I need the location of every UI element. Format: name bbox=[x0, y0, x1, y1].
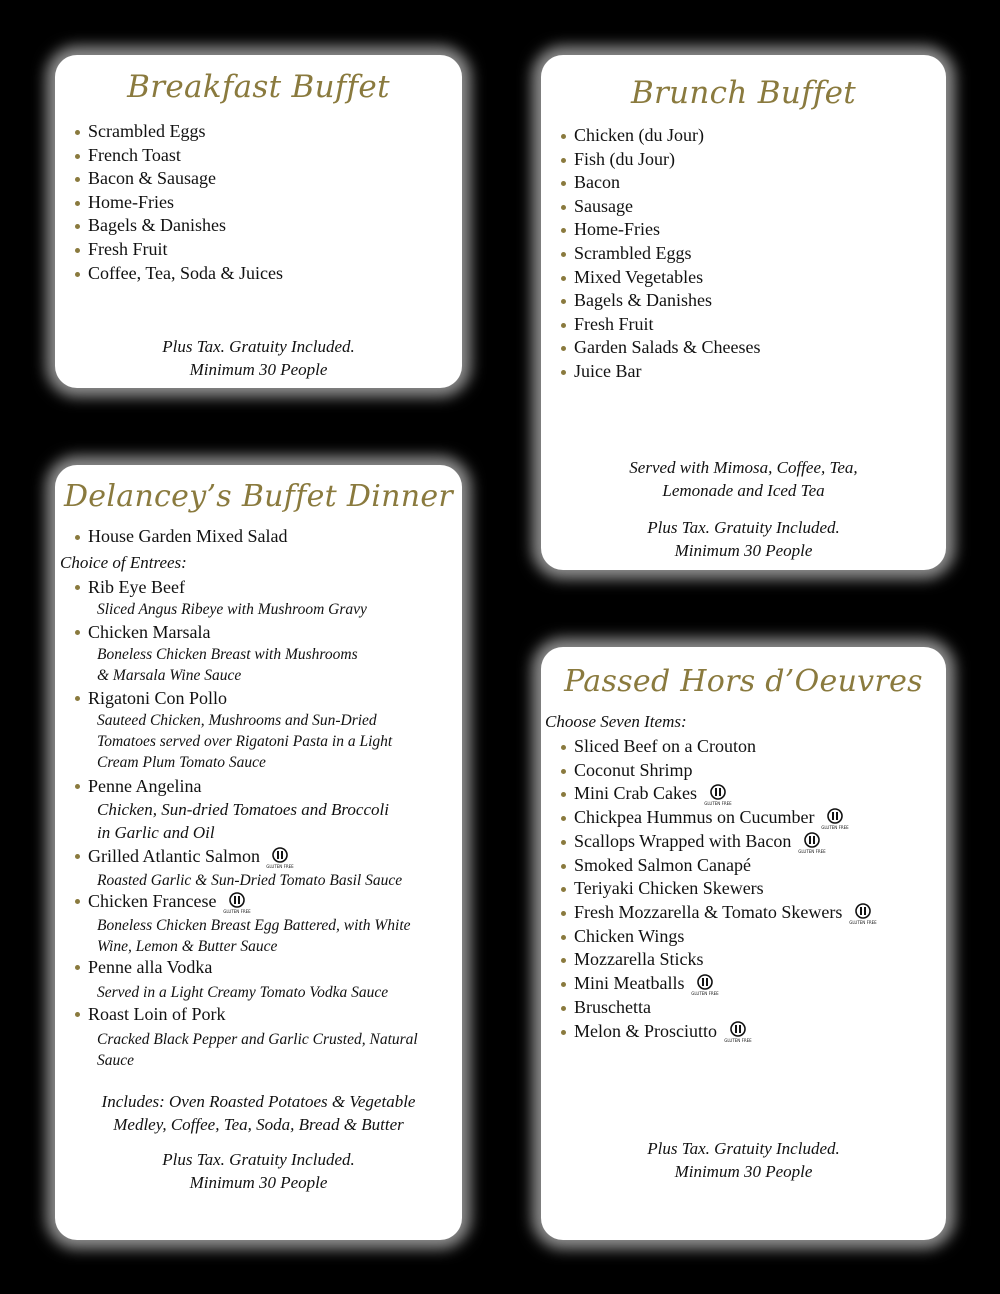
svg-text:GLUTEN FREE: GLUTEN FREE bbox=[691, 990, 719, 996]
list-item: Scallops Wrapped with Bacon GLUTEN FREE bbox=[574, 830, 873, 854]
list-item: Mini Crab Cakes GLUTEN FREE bbox=[574, 782, 873, 806]
list-item: Mini Meatballs GLUTEN FREE bbox=[574, 972, 873, 996]
list-item: Chicken Wings bbox=[574, 925, 873, 949]
breakfast-buffet-title: Breakfast Buffet bbox=[127, 69, 390, 105]
hors-doeuvres-pricing-note: Plus Tax. Gratuity Included. Minimum 30 People bbox=[647, 1139, 840, 1181]
list-item: French Toast bbox=[88, 144, 283, 168]
gluten-free-icon bbox=[691, 974, 719, 996]
gluten-free-icon bbox=[703, 784, 732, 807]
bullet-icon bbox=[561, 1030, 566, 1035]
list-item: Smoked Salmon Canapé bbox=[574, 854, 873, 878]
bullet-icon bbox=[561, 792, 566, 797]
bullet-icon bbox=[561, 1006, 566, 1011]
entree-description: Roasted Garlic & Sun-Dried Tomato Basil Sauce bbox=[97, 871, 403, 889]
bullet-icon bbox=[561, 745, 566, 750]
entree-name: Chicken Marsala bbox=[88, 622, 211, 642]
dinner-includes-note: Includes: Oven Roasted Potatoes & Vegetable Medley, Coffee, Tea, Soda, Bread & Butter bbox=[101, 1092, 416, 1134]
brunch-buffet-title: Brunch Buffet bbox=[630, 75, 857, 111]
bullet-icon bbox=[561, 299, 566, 304]
entree-item bbox=[88, 845, 458, 891]
bullet-icon bbox=[75, 696, 80, 701]
svg-text:GLUTEN FREE: GLUTEN FREE bbox=[849, 919, 877, 925]
svg-text:GLUTEN FREE: GLUTEN FREE bbox=[266, 863, 295, 869]
list-item: Fish (du Jour) bbox=[574, 148, 760, 172]
brunch-served-with-note: Served with Mimosa, Coffee, Tea, Lemonade and Iced Tea bbox=[629, 458, 858, 500]
buffet-dinner-title: Delancey’s Buffet Dinner bbox=[63, 479, 454, 514]
list-item: Mozzarella Sticks bbox=[574, 948, 873, 972]
list-item: Melon & Prosciutto GLUTEN FREE bbox=[574, 1020, 873, 1044]
list-item: Juice Bar bbox=[574, 360, 760, 384]
bullet-icon bbox=[561, 958, 566, 963]
entree-name: Roast Loin of Pork bbox=[88, 1004, 226, 1024]
buffet-dinner-card bbox=[55, 465, 462, 1240]
gluten-free-icon bbox=[266, 847, 295, 869]
bullet-icon bbox=[561, 840, 566, 845]
entree-name: Rigatoni Con Pollo bbox=[88, 688, 228, 708]
svg-text:GLUTEN FREE: GLUTEN FREE bbox=[223, 908, 251, 914]
bullet-icon bbox=[561, 252, 566, 257]
bullet-icon bbox=[75, 630, 80, 635]
bullet-icon bbox=[561, 158, 566, 163]
list-item: Bagels & Danishes bbox=[88, 214, 283, 238]
dinner-salad-list bbox=[88, 525, 287, 549]
list-item: Fresh Fruit bbox=[574, 313, 760, 337]
bullet-icon bbox=[75, 1012, 80, 1017]
entree-item bbox=[88, 956, 458, 1003]
list-item: Bacon & Sausage bbox=[88, 167, 283, 191]
entree-description: Sliced Angus Ribeye with Mushroom Gravy bbox=[97, 601, 367, 618]
list-item: Coffee, Tea, Soda & Juices bbox=[88, 262, 283, 286]
gluten-free-icon bbox=[798, 832, 826, 854]
list-item: Home-Fries bbox=[574, 218, 760, 242]
bullet-icon bbox=[75, 899, 80, 904]
breakfast-buffet-card bbox=[55, 55, 462, 388]
gluten-free-icon bbox=[821, 808, 849, 830]
list-item: Fresh Mozzarella & Tomato Skewers GLUTEN FREE bbox=[574, 901, 873, 925]
entree-item bbox=[88, 890, 458, 957]
list-item: Home-Fries bbox=[88, 191, 283, 215]
list-item: Bacon bbox=[574, 171, 760, 195]
brunch-item-list bbox=[574, 124, 760, 384]
bullet-icon bbox=[561, 816, 566, 821]
bullet-icon bbox=[75, 784, 80, 789]
bullet-icon bbox=[561, 887, 566, 892]
entree-item bbox=[88, 621, 458, 686]
list-item: Sliced Beef on a Crouton bbox=[574, 735, 873, 759]
bullet-icon bbox=[75, 272, 80, 277]
bullet-icon bbox=[75, 130, 80, 135]
entree-description: Cracked Black Pepper and Garlic Crusted, Natural Sauce bbox=[97, 1031, 418, 1069]
gluten-free-icon bbox=[223, 892, 251, 914]
gluten-free-icon bbox=[723, 1021, 752, 1044]
bullet-icon bbox=[561, 864, 566, 869]
list-item: Garden Salads & Cheeses bbox=[574, 336, 760, 360]
hors-doeuvres-item-list bbox=[574, 735, 877, 1044]
entree-description: Chicken, Sun-dried Tomatoes and Broccoli in Garlic and Oil bbox=[97, 800, 389, 842]
entree-description: Boneless Chicken Breast Egg Battered, with White Wine, Lemon & Butter Sauce bbox=[97, 916, 411, 955]
list-item: Fresh Fruit bbox=[88, 238, 283, 262]
bullet-icon bbox=[75, 177, 80, 182]
list-item: Chicken (du Jour) bbox=[574, 124, 760, 148]
bullet-icon bbox=[561, 205, 566, 210]
bullet-icon bbox=[561, 982, 566, 987]
bullet-icon bbox=[75, 201, 80, 206]
hors-doeuvres-card bbox=[541, 647, 946, 1240]
list-item: Chickpea Hummus on Cucumber GLUTEN FREE bbox=[574, 806, 873, 830]
choose-seven-label: Choose Seven Items: bbox=[545, 712, 687, 731]
entree-item bbox=[88, 687, 458, 773]
entree-description: Sauteed Chicken, Mushrooms and Sun-Dried Tomatoes served over Rigatoni Pasta in a Light Cream Plum Tomato Sauce bbox=[97, 712, 393, 771]
bullet-icon bbox=[561, 346, 566, 351]
list-item: Bagels & Danishes bbox=[574, 289, 760, 313]
bullet-icon bbox=[75, 224, 80, 229]
entree-name: Grilled Atlantic Salmon bbox=[88, 846, 260, 866]
list-item: Coconut Shrimp bbox=[574, 759, 873, 783]
entree-item bbox=[88, 1003, 458, 1071]
list-item: Teriyaki Chicken Skewers bbox=[574, 877, 873, 901]
list-item: Bruschetta bbox=[574, 996, 873, 1020]
dinner-pricing-note: Plus Tax. Gratuity Included. Minimum 30 People bbox=[162, 1150, 355, 1192]
bullet-icon bbox=[561, 228, 566, 233]
gluten-free-icon bbox=[849, 903, 877, 925]
bullet-icon bbox=[75, 854, 80, 859]
brunch-buffet-card bbox=[541, 55, 946, 570]
entree-item bbox=[88, 576, 458, 620]
entree-name: Rib Eye Beef bbox=[88, 577, 185, 597]
svg-text:GLUTEN FREE: GLUTEN FREE bbox=[821, 824, 849, 830]
bullet-icon bbox=[561, 370, 566, 375]
breakfast-pricing-note: Plus Tax. Gratuity Included. Minimum 30 People bbox=[162, 337, 355, 379]
bullet-icon bbox=[561, 276, 566, 281]
bullet-icon bbox=[561, 181, 566, 186]
bullet-icon bbox=[561, 769, 566, 774]
bullet-icon bbox=[75, 535, 80, 540]
list-item: House Garden Mixed Salad bbox=[88, 525, 287, 549]
entree-name: Penne alla Vodka bbox=[88, 957, 213, 977]
bullet-icon bbox=[561, 935, 566, 940]
svg-text:GLUTEN FREE: GLUTEN FREE bbox=[703, 801, 732, 807]
list-item: Scrambled Eggs bbox=[88, 120, 283, 144]
list-item: Sausage bbox=[574, 195, 760, 219]
bullet-icon bbox=[561, 134, 566, 139]
entree-name: Penne Angelina bbox=[88, 776, 202, 796]
bullet-icon bbox=[561, 911, 566, 916]
choice-of-entrees-label: Choice of Entrees: bbox=[60, 553, 187, 572]
list-item: Scrambled Eggs bbox=[574, 242, 760, 266]
entree-name: Chicken Francese bbox=[88, 891, 217, 911]
list-item: Mixed Vegetables bbox=[574, 266, 760, 290]
hors-doeuvres-title: Passed Hors d’Oeuvres bbox=[564, 664, 923, 699]
bullet-icon bbox=[75, 154, 80, 159]
bullet-icon bbox=[75, 585, 80, 590]
bullet-icon bbox=[75, 965, 80, 970]
svg-text:GLUTEN FREE: GLUTEN FREE bbox=[723, 1038, 752, 1044]
svg-text:GLUTEN FREE: GLUTEN FREE bbox=[798, 848, 826, 854]
bullet-icon bbox=[75, 248, 80, 253]
entree-description: Served in a Light Creamy Tomato Vodka Sauce bbox=[97, 984, 389, 1001]
entree-description: Boneless Chicken Breast with Mushrooms & Marsala Wine Sauce bbox=[97, 646, 358, 684]
breakfast-item-list bbox=[88, 120, 283, 285]
entree-item bbox=[88, 775, 458, 844]
bullet-icon bbox=[561, 323, 566, 328]
brunch-pricing-note: Plus Tax. Gratuity Included. Minimum 30 People bbox=[647, 518, 840, 560]
